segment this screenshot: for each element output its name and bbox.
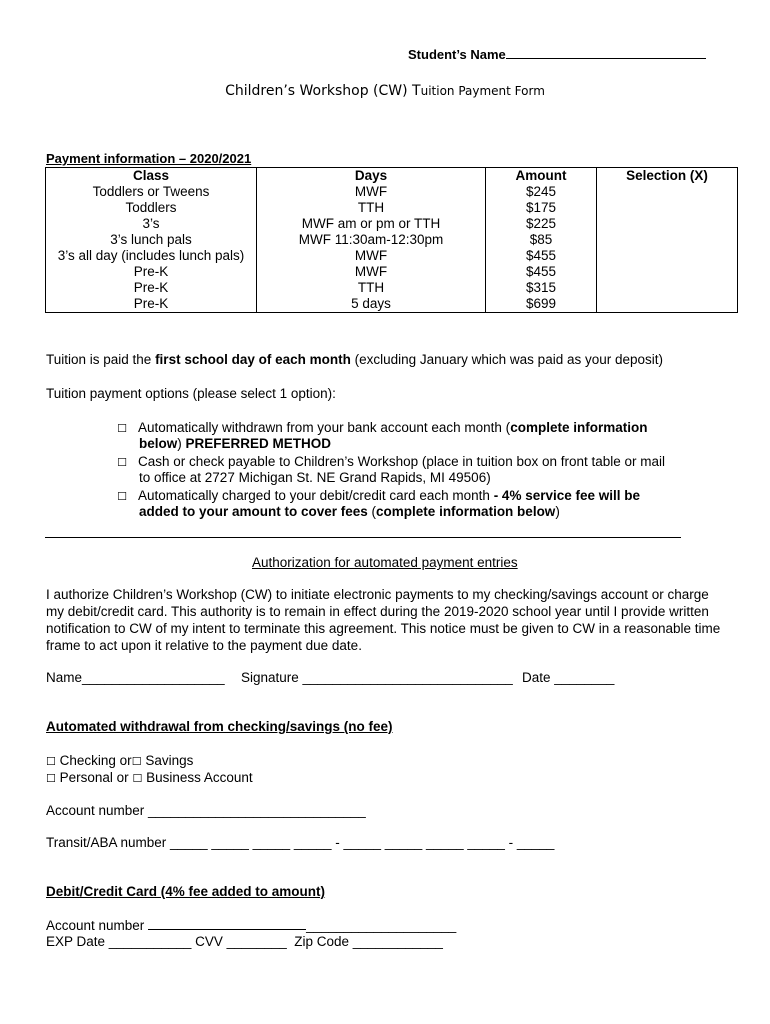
table-row (46, 296, 738, 313)
days-cell: MWF (257, 264, 486, 280)
option-card-fee-text-2: added to your amount to cover fees (139, 504, 368, 519)
option-cash-line2: to office at 2727 Michigan St. NE Grand Rapids, MI 49506) (139, 470, 491, 485)
student-name-field[interactable] (408, 46, 706, 62)
card-account-tail: ____________________ (306, 918, 457, 933)
savings-label: Savings (145, 753, 194, 768)
column-header-selection: Selection (X) (597, 168, 738, 185)
tuition-table (45, 167, 738, 313)
days-cell: 5 days (257, 296, 486, 313)
section-divider (45, 537, 681, 538)
bank-account-number-field[interactable]: Account number _____________________________ (46, 803, 366, 818)
tuition-pre-text: Tuition is paid the (46, 352, 156, 367)
authorization-signature-field[interactable]: Signature ____________________________ (241, 670, 513, 685)
authorization-line: frame to act upon it relative to the payment due date. (46, 638, 362, 653)
table-row (46, 184, 738, 200)
checking-label: Checking or (59, 753, 132, 768)
business-checkbox[interactable]: ☐ (132, 772, 143, 785)
class-cell: Pre-K (46, 264, 257, 280)
student-name-label: Student’s Name (408, 47, 506, 62)
class-cell: Pre-K (46, 280, 257, 296)
authorization-name-field[interactable]: Name___________________ (46, 670, 225, 685)
savings-checkbox[interactable]: ☐ (131, 755, 142, 768)
personal-checkbox[interactable]: ☐ (46, 772, 56, 785)
option-cash-checkbox[interactable]: ☐ (117, 456, 127, 469)
option-card-text: Automatically charged to your debit/credit card each month (138, 488, 490, 503)
amount-cell: $455 (486, 248, 597, 264)
transit-aba-field[interactable]: Transit/ABA number _____ _____ _____ _____ - _____ _____ _____ _____ - _____ (46, 835, 555, 850)
option-card-charge (116, 488, 640, 503)
title-small: uition Payment Form (420, 84, 545, 98)
tuition-bold-text: first school day of each month (155, 352, 351, 367)
option-card-fee-text: - 4% service fee will be (489, 488, 641, 503)
amount-cell: $85 (486, 232, 597, 248)
column-header-days: Days (257, 168, 486, 185)
column-header-amount: Amount (486, 168, 597, 185)
option-card-complete-text: complete information below (376, 504, 556, 519)
selection-cell[interactable] (597, 232, 738, 248)
selection-cell[interactable] (597, 280, 738, 296)
days-cell: MWF (257, 248, 486, 264)
selection-cell[interactable] (597, 296, 738, 313)
selection-cell[interactable] (597, 248, 738, 264)
class-cell: Pre-K (46, 296, 257, 313)
card-account-label: Account number (46, 918, 145, 933)
table-row (46, 216, 738, 232)
days-cell: TTH (257, 200, 486, 216)
table-row (46, 280, 738, 296)
option-card-line2 (139, 504, 560, 519)
preferred-method-text: PREFERRED METHOD (185, 436, 332, 451)
payment-options-label: Tuition payment options (please select 1 option): (46, 386, 336, 401)
personal-label: Personal or (59, 770, 129, 785)
option-cash-text: Cash or check payable to Children’s Workshop (place in tuition box on front table or mail (138, 454, 666, 469)
selection-cell[interactable] (597, 264, 738, 280)
tuition-post-text: (excluding January which was paid as your deposit) (350, 352, 664, 367)
class-cell: 3’s all day (includes lunch pals) (46, 248, 257, 264)
authorization-line: my debit/credit card. This authority is to remain in effect during the 2019-2020 school year until I provide written (46, 604, 709, 619)
amount-cell: $245 (486, 184, 597, 200)
payment-info-heading: Payment information – 2020/2021 (46, 151, 252, 166)
option-card-checkbox[interactable]: ☐ (117, 490, 127, 503)
selection-cell[interactable] (597, 184, 738, 200)
title-main: Children’s Workshop (CW) T (225, 83, 421, 99)
class-cell: Toddlers or Tweens (46, 184, 257, 200)
option-card-paren-close: ) (555, 504, 560, 519)
card-account-line[interactable] (148, 917, 306, 930)
option-bank-bold-text: complete information (510, 420, 648, 435)
student-name-line[interactable] (506, 46, 706, 59)
amount-cell: $225 (486, 216, 597, 232)
table-header-row (46, 168, 738, 185)
authorization-line: notification to CW of my intent to terminate this agreement. This notice must be given to CW in a reasonable time (46, 621, 721, 636)
table-row (46, 248, 738, 264)
option-bank-text: Automatically withdrawn from your bank account each month ( (138, 420, 511, 435)
class-cell: Toddlers (46, 200, 257, 216)
amount-cell: $699 (486, 296, 597, 313)
checking-checkbox[interactable]: ☐ (46, 755, 56, 768)
zip-code-field[interactable]: Zip Code ____________ (294, 934, 443, 949)
card-section-title: Debit/Credit Card (4% fee added to amount) (46, 884, 326, 899)
card-details-row (46, 934, 443, 949)
table-row (46, 264, 738, 280)
class-cell: 3’s (46, 216, 257, 232)
class-cell: 3’s lunch pals (46, 232, 257, 248)
column-header-class: Class (46, 168, 257, 185)
option-cash-check (116, 454, 665, 469)
days-cell: MWF 11:30am-12:30pm (257, 232, 486, 248)
amount-cell: $315 (486, 280, 597, 296)
tuition-due-text (46, 352, 663, 367)
business-label: Business Account (146, 770, 253, 785)
selection-cell[interactable] (597, 216, 738, 232)
amount-cell: $175 (486, 200, 597, 216)
option-bank-line2 (139, 436, 331, 451)
page-title (0, 83, 770, 99)
account-type-row (46, 753, 193, 768)
card-account-number-field[interactable] (46, 917, 456, 933)
authorization-title: Authorization for automated payment entries (252, 555, 518, 570)
authorization-date-field[interactable]: Date ________ (522, 670, 615, 685)
table-row (46, 232, 738, 248)
amount-cell: $455 (486, 264, 597, 280)
option-card-paren-open: ( (367, 504, 377, 519)
withdrawal-section-title: Automated withdrawal from checking/savings (no fee) (46, 719, 393, 734)
option-bank-withdrawal (116, 420, 647, 435)
authorization-line: I authorize Children’s Workshop (CW) to initiate electronic payments to my checking/savings account or charge (46, 587, 709, 602)
option-bank-below-text: below (139, 436, 178, 451)
days-cell: MWF am or pm or TTH (257, 216, 486, 232)
days-cell: MWF (257, 184, 486, 200)
table-row (46, 200, 738, 216)
cvv-field[interactable]: CVV ________ (195, 934, 287, 949)
exp-date-field[interactable]: EXP Date ___________ (46, 934, 192, 949)
selection-cell[interactable] (597, 200, 738, 216)
option-bank-paren-text: ) (177, 436, 186, 451)
days-cell: TTH (257, 280, 486, 296)
option-bank-checkbox[interactable]: ☐ (117, 422, 127, 435)
account-owner-row (46, 770, 253, 785)
